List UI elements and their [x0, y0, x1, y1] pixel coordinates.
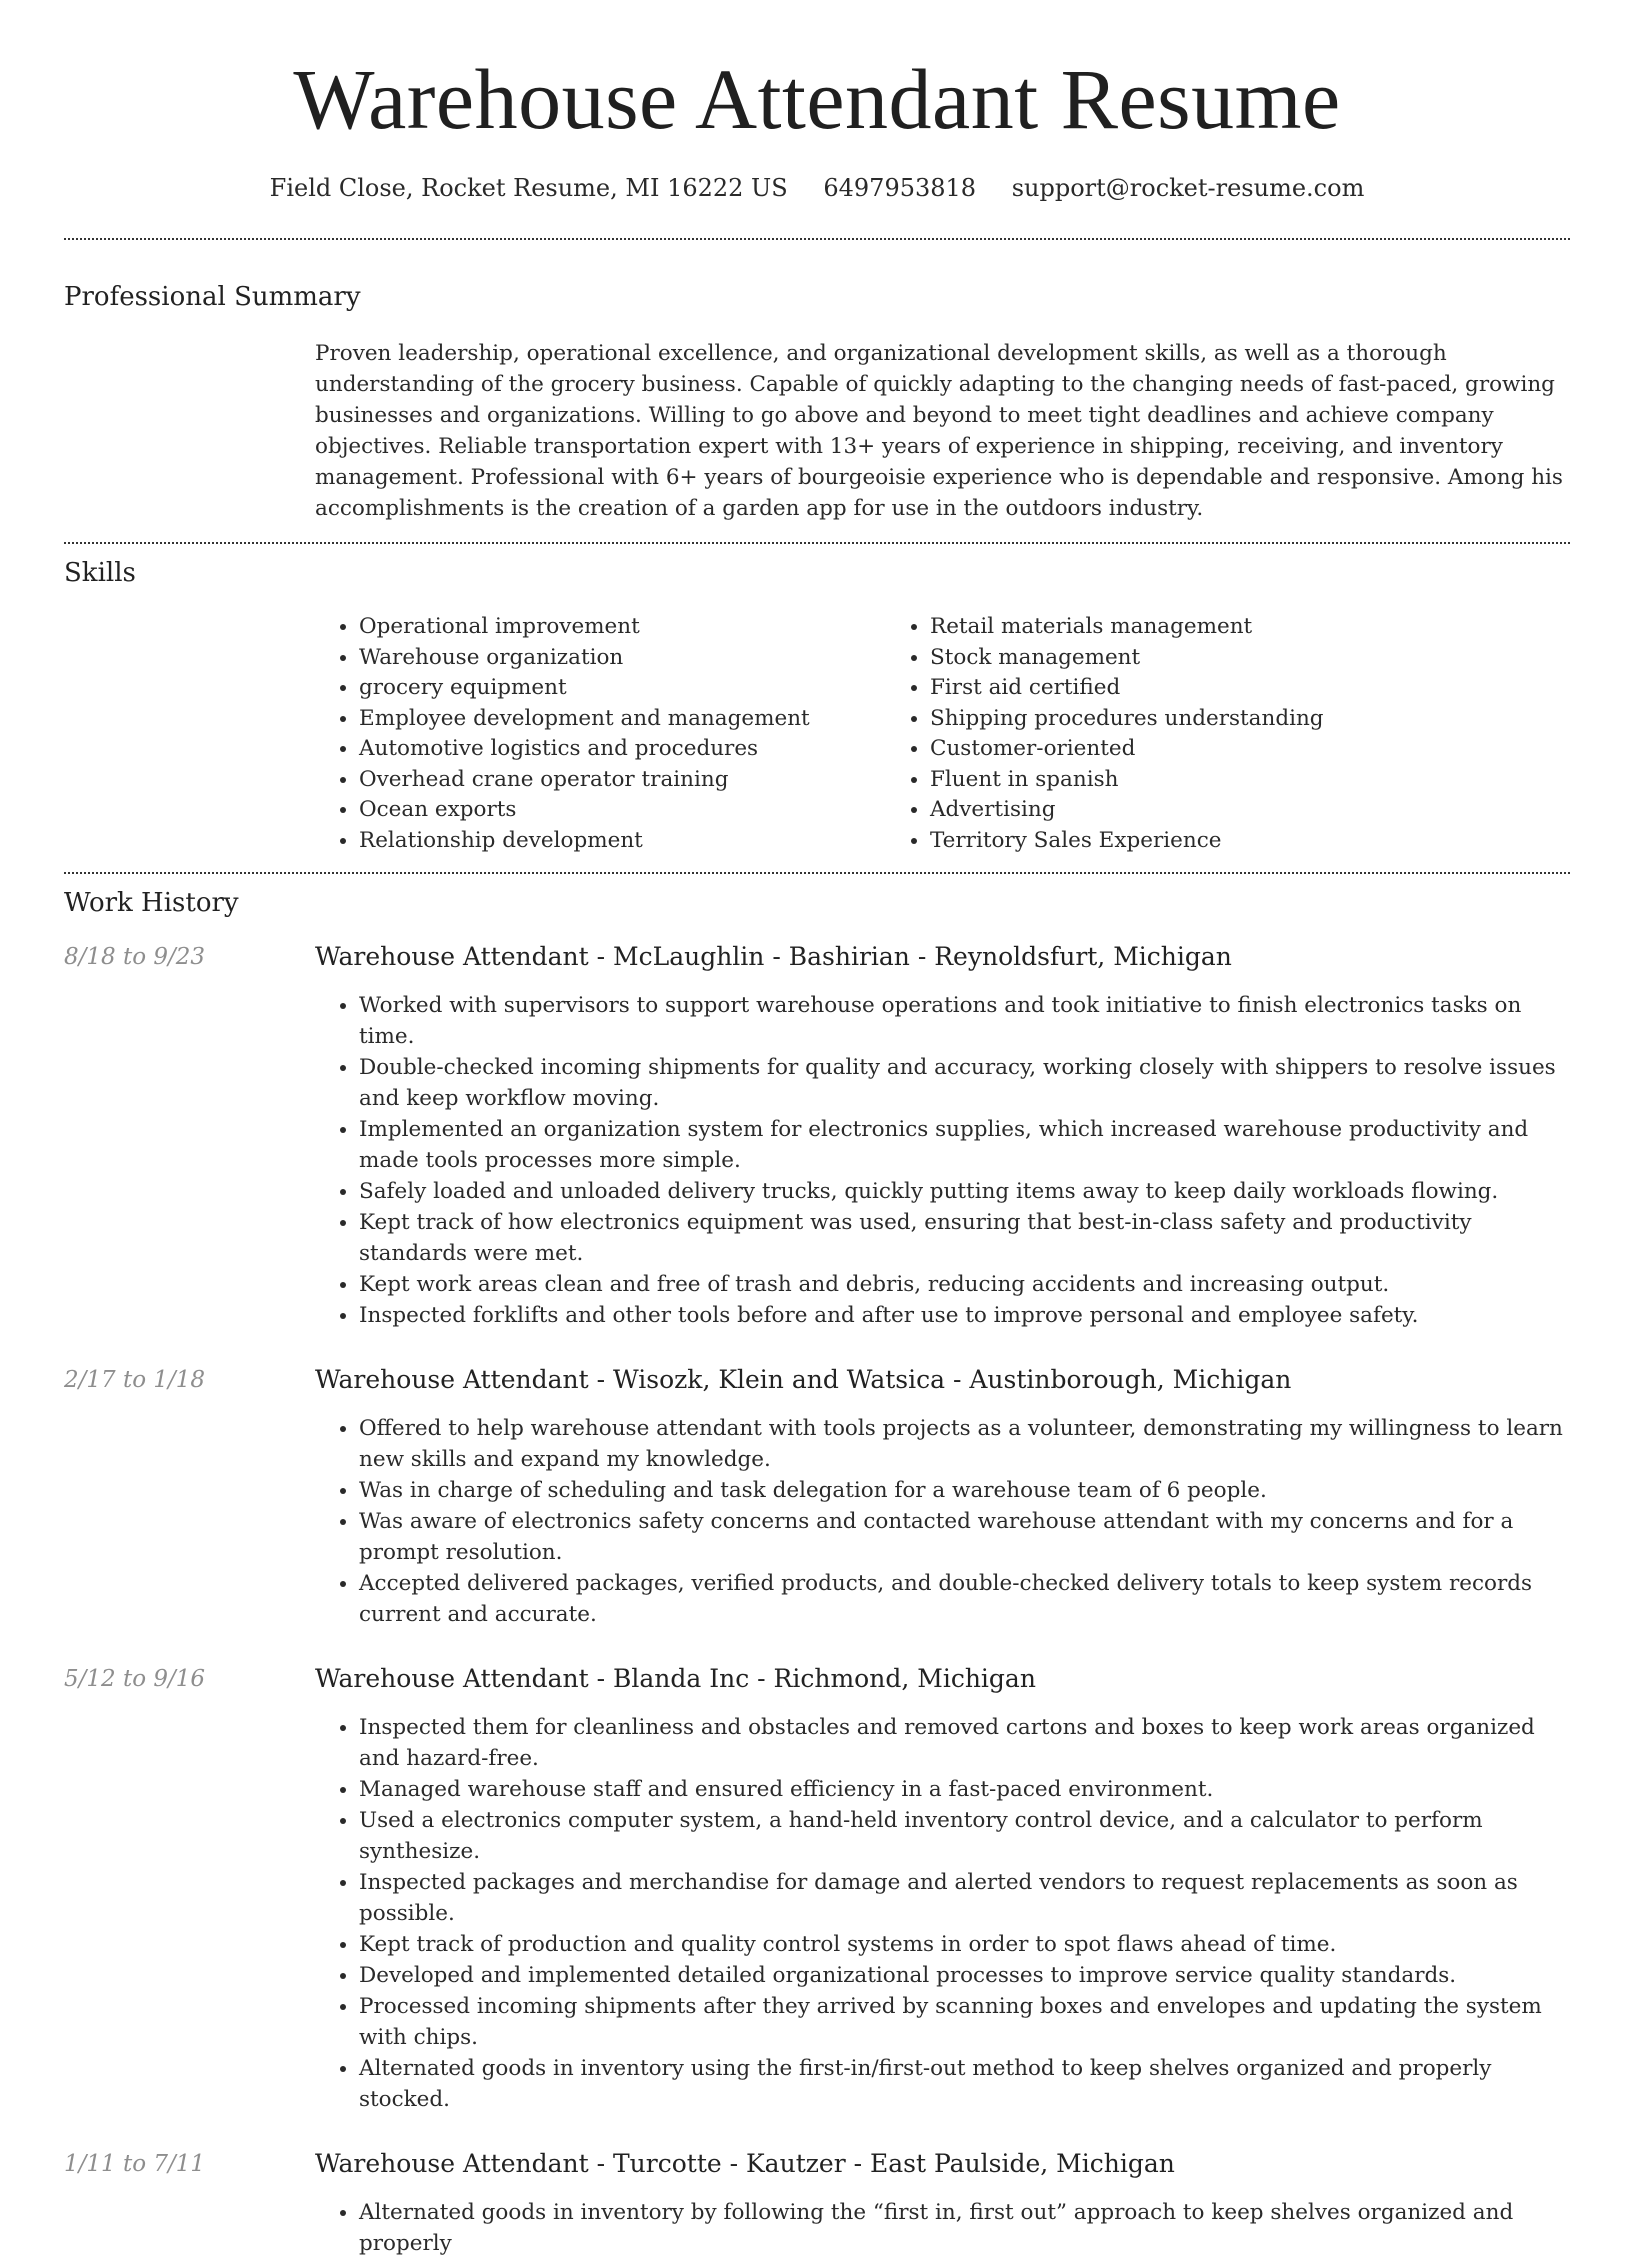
job-bullets: [315, 990, 1570, 1331]
job-bullet: • Was in charge of scheduling and task delegation for a warehouse team of 6 people.: [359, 1475, 1570, 1506]
job-entry: [64, 1365, 1570, 1630]
skill-item: • Stock management: [930, 643, 1457, 674]
contact-line: [64, 174, 1570, 202]
job-bullet: • Worked with supervisors to support warehouse operations and took initiative to finish electronics tasks on time.: [359, 990, 1570, 1052]
job-entry: [64, 1664, 1570, 2115]
job-dates: 1/11 to 7/11: [64, 2151, 206, 2177]
resume-page: [64, 0, 1570, 2259]
job-bullet: • Managed warehouse staff and ensured efficiency in a fast-paced environment.: [359, 1774, 1570, 1805]
skill-item: • Automotive logistics and procedures: [359, 734, 886, 765]
skill-item: • Customer-oriented: [930, 734, 1457, 765]
skill-item: • Operational improvement: [359, 612, 886, 643]
skill-item: • Shipping procedures understanding: [930, 704, 1457, 735]
resume-title: Warehouse Attendant Resume: [293, 51, 1341, 147]
job-entry: [64, 942, 1570, 1331]
job-bullet: • Accepted delivered packages, verified products, and double-checked delivery totals to keep system records current and accurate.: [359, 1568, 1570, 1630]
job-heading: Warehouse Attendant - Wisozk, Klein and Watsica - Austinborough, Michigan: [315, 1365, 1292, 1394]
contact-address: Field Close, Rocket Resume, MI 16222 US: [269, 174, 788, 202]
job-bullet: • Kept work areas clean and free of trash and debris, reducing accidents and increasing output.: [359, 1269, 1570, 1300]
job-heading: Warehouse Attendant - Blanda Inc - Richmond, Michigan: [315, 1664, 1036, 1693]
skill-item: • Retail materials management: [930, 612, 1457, 643]
summary-divider: [64, 542, 1570, 544]
summary-heading: Professional Summary: [64, 282, 361, 312]
skills-column-left: [315, 612, 886, 856]
job-dates: 5/12 to 9/16: [64, 1666, 206, 1692]
skills-column-right: [886, 612, 1457, 856]
job-bullet: • Developed and implemented detailed organizational processes to improve service quality standards.: [359, 1960, 1570, 1991]
skill-item: • grocery equipment: [359, 673, 886, 704]
job-bullet: • Implemented an organization system for electronics supplies, which increased warehouse productivity and made tools processes more simple.: [359, 1114, 1570, 1176]
job-dates: 2/17 to 1/18: [64, 1367, 206, 1393]
job-bullet: • Kept track of how electronics equipment was used, ensuring that best-in-class safety and productivity standards were met.: [359, 1207, 1570, 1269]
skill-item: • Territory Sales Experience: [930, 826, 1457, 857]
skills-heading: Skills: [64, 558, 136, 588]
job-bullet: • Inspected them for cleanliness and obstacles and removed cartons and boxes to keep work areas organized and hazard-free.: [359, 1712, 1570, 1774]
skills-divider: [64, 872, 1570, 874]
job-bullet: • Used a electronics computer system, a hand-held inventory control device, and a calculator to perform synthesize.: [359, 1805, 1570, 1867]
work-history-heading: Work History: [64, 888, 239, 918]
header-divider: [64, 238, 1570, 240]
job-bullet: • Processed incoming shipments after they arrived by scanning boxes and envelopes and updating the system with chips.: [359, 1991, 1570, 2053]
skill-item: • Employee development and management: [359, 704, 886, 735]
skill-item: • Advertising: [930, 795, 1457, 826]
contact-email[interactable]: support@rocket-resume.com: [1011, 174, 1365, 202]
job-bullet: • Alternated goods in inventory by following the “first in, first out” approach to keep shelves organized and properly: [359, 2197, 1570, 2259]
job-bullet: • Inspected packages and merchandise for damage and alerted vendors to request replacements as soon as possible.: [359, 1867, 1570, 1929]
summary-text: Proven leadership, operational excellence, and organizational development skills, as well as a thorough understanding of the grocery business. Capable of quickly adapting to the changing needs of fast-paced, growing businesses and organizations. Willing to go above and beyond to meet tight deadlines and achieve company objectives. Reliable transportation expert with 13+ years of experience in shipping, receiving, and inventory management. Professional with 6+ years of bourgeoisie experience who is dependable and responsive. Among his accomplishments is the creation of a garden app for use in the outdoors industry.: [315, 341, 1563, 521]
skill-item: • Warehouse organization: [359, 643, 886, 674]
job-dates: 8/18 to 9/23: [64, 944, 206, 970]
job-bullet: • Inspected forklifts and other tools before and after use to improve personal and employee safety.: [359, 1300, 1570, 1331]
skill-item: • Overhead crane operator training: [359, 765, 886, 796]
job-bullet: • Was aware of electronics safety concerns and contacted warehouse attendant with my concerns and for a prompt resolution.: [359, 1506, 1570, 1568]
skill-item: • Fluent in spanish: [930, 765, 1457, 796]
job-bullet: • Offered to help warehouse attendant with tools projects as a volunteer, demonstrating my willingness to learn new skills and expand my knowledge.: [359, 1413, 1570, 1475]
job-entry: [64, 2149, 1570, 2259]
job-bullet: • Safely loaded and unloaded delivery trucks, quickly putting items away to keep daily workloads flowing.: [359, 1176, 1570, 1207]
job-heading: Warehouse Attendant - McLaughlin - Bashirian - Reynoldsfurt, Michigan: [315, 942, 1232, 971]
skill-item: • First aid certified: [930, 673, 1457, 704]
job-heading: Warehouse Attendant - Turcotte - Kautzer - East Paulside, Michigan: [315, 2149, 1175, 2178]
job-bullet: • Alternated goods in inventory using the first-in/first-out method to keep shelves organized and properly stocked.: [359, 2053, 1570, 2115]
skills-list: [315, 612, 1570, 856]
job-bullets: [315, 1712, 1570, 2115]
job-bullets: [315, 2197, 1570, 2259]
skill-item: • Relationship development: [359, 826, 886, 857]
job-bullet: • Double-checked incoming shipments for quality and accuracy, working closely with shippers to resolve issues and keep workflow moving.: [359, 1052, 1570, 1114]
skill-item: • Ocean exports: [359, 795, 886, 826]
contact-phone[interactable]: 6497953818: [823, 174, 977, 202]
job-bullet: • Kept track of production and quality control systems in order to spot flaws ahead of time.: [359, 1929, 1570, 1960]
job-bullets: [315, 1413, 1570, 1630]
